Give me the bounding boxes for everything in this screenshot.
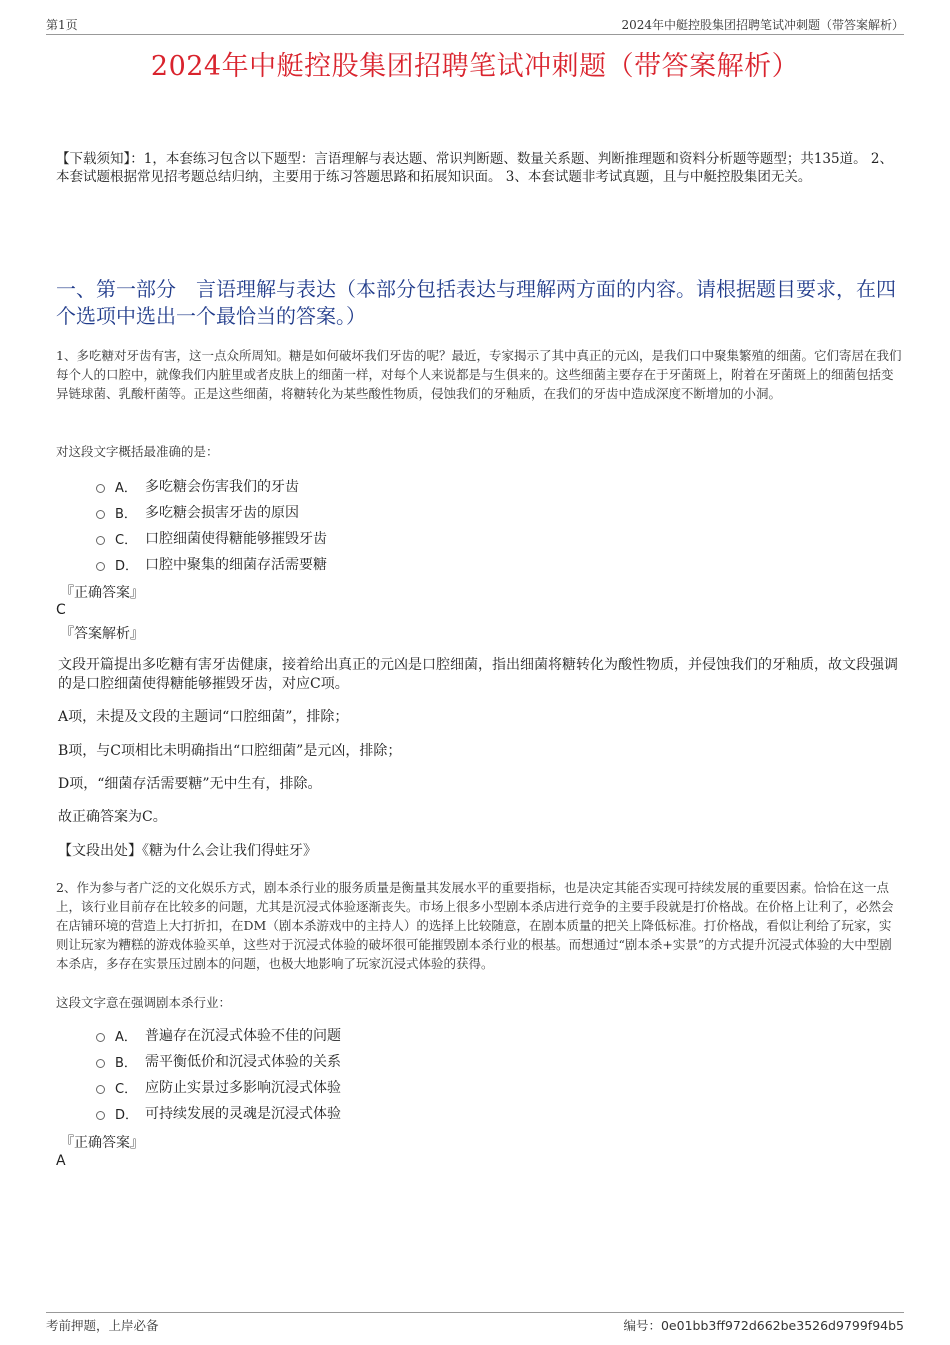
question-1-answer-label: 『正确答案』 <box>60 585 144 601</box>
footer-slogan: 考前押题，上岸必备 <box>46 1318 159 1333</box>
radio-icon[interactable] <box>96 510 105 519</box>
question-1-analysis-line: A项，未提及文段的主题词“口腔细菌”，排除； <box>58 709 349 725</box>
question-2-stem: 这段文字意在强调剧本杀行业： <box>56 995 232 1010</box>
question-2-answer: A <box>56 1153 66 1169</box>
question-1-analysis-line: B项，与C项相比未明确指出“口腔细菌”是元凶，排除； <box>58 743 402 759</box>
radio-icon[interactable] <box>96 1059 105 1068</box>
question-1-option-d[interactable]: D． 口腔中聚集的细菌存活需要糖 <box>96 551 327 577</box>
radio-icon[interactable] <box>96 1111 105 1120</box>
question-2-answer-label: 『正确答案』 <box>60 1135 144 1151</box>
question-2-option-b[interactable]: B． 需平衡低价和沉浸式体验的关系 <box>96 1048 341 1074</box>
page-footer <box>46 1312 904 1333</box>
section-heading: 一、第一部分 言语理解与表达（本部分包括表达与理解两方面的内容。请根据题目要求，在四个选项中选出一个最恰当的答案。） <box>56 277 896 328</box>
radio-icon[interactable] <box>96 562 105 571</box>
question-1-analysis-paragraph: 文段开篇提出多吃糖有害牙齿健康，接着给出真正的元凶是口腔细菌，指出细菌将糖转化为酸性物质，并侵蚀我们的牙釉质，故文段强调的是口腔细菌使得糖能够摧毁牙齿，对应C项。 <box>58 657 898 692</box>
radio-icon[interactable] <box>96 1033 105 1042</box>
question-2-text: 2、作为参与者广泛的文化娱乐方式，剧本杀行业的服务质量是衡量其发展水平的重要指标，也是决定其能否实现可持续发展的重要因素。恰恰在这一点上，该行业目前存在比较多的问题，尤其是沉浸式体验逐渐丧失。市场上很多小型剧本杀店进行竞争的主要手段就是打价格战。在价格上让利了，必然会在店铺环境的营造上大打折扣，在DM（剧本杀游戏中的主持人）的选择上比较随意，在剧本质量的把关上降低标准。打价格战，看似让利给了玩家，实则让玩家为糟糕的游戏体验买单，这些对于沉浸式体验的破坏很可能摧毁剧本杀行业的根基。而想通过“剧本杀+实景”的方式提升沉浸式体验的大中型剧本杀店，多存在实景压过剧本的问题，也极大地影响了玩家沉浸式体验的获得。 <box>56 880 894 971</box>
page-header <box>46 14 904 35</box>
page-number: 第1页 <box>46 18 78 32</box>
radio-icon[interactable] <box>96 536 105 545</box>
question-2-option-d[interactable]: D． 可持续发展的灵魂是沉浸式体验 <box>96 1100 341 1126</box>
question-1-analysis-line: 故正确答案为C。 <box>58 809 167 825</box>
question-2-options <box>96 1022 341 1126</box>
question-1-text: 1、多吃糖对牙齿有害，这一点众所周知。糖是如何破坏我们牙齿的呢？最近，专家揭示了其中真正的元凶，是我们口中聚集繁殖的细菌。它们寄居在我们每个人的口腔中，就像我们内脏里或者皮肤上的细菌一样，对每个人来说都是与生俱来的。这些细菌主要存在于牙菌斑上，附着在牙菌斑上的细菌包括变异链球菌、乳酸杆菌等。正是这些细菌，将糖转化为某些酸性物质，侵蚀我们的牙釉质，在我们的牙齿中造成深度不断增加的小洞。 <box>56 348 902 401</box>
footer-code: 编号：0e01bb3ff972d662be3526d9799f94b5 <box>623 1318 904 1333</box>
question-1-source: 【文段出处】《糖为什么会让我们得蛀牙》 <box>58 843 317 859</box>
document-title: 2024年中艇控股集团招聘笔试冲刺题（带答案解析） <box>150 51 800 82</box>
radio-icon[interactable] <box>96 1085 105 1094</box>
question-2-option-c[interactable]: C． 应防止实景过多影响沉浸式体验 <box>96 1074 341 1100</box>
question-1-analysis-label: 『答案解析』 <box>60 626 144 642</box>
radio-icon[interactable] <box>96 484 105 493</box>
question-2-option-a[interactable]: A． 普遍存在沉浸式体验不佳的问题 <box>96 1022 341 1048</box>
question-1-answer: C <box>56 602 66 618</box>
question-1-stem: 对这段文字概括最准确的是： <box>56 444 219 459</box>
question-1-options <box>96 473 327 577</box>
download-notice: 【下载须知】：1，本套练习包含以下题型：言语理解与表达题、常识判断题、数量关系题、判断推理题和资料分析题等题型；共135道。 2、本套试题根据常见招考题总结归纳，主要用于练习答题思路和拓展知识面。 3、本套试题非考试真题，且与中艇控股集团无关。 <box>56 151 893 185</box>
question-1-option-b[interactable]: B． 多吃糖会损害牙齿的原因 <box>96 499 327 525</box>
question-1-option-c[interactable]: C． 口腔细菌使得糖能够摧毁牙齿 <box>96 525 327 551</box>
question-1-analysis-line: D项，“细菌存活需要糖”无中生有，排除。 <box>58 776 322 792</box>
header-doc-title: 2024年中艇控股集团招聘笔试冲刺题（带答案解析） <box>621 18 904 32</box>
question-1-option-a[interactable]: A． 多吃糖会伤害我们的牙齿 <box>96 473 327 499</box>
